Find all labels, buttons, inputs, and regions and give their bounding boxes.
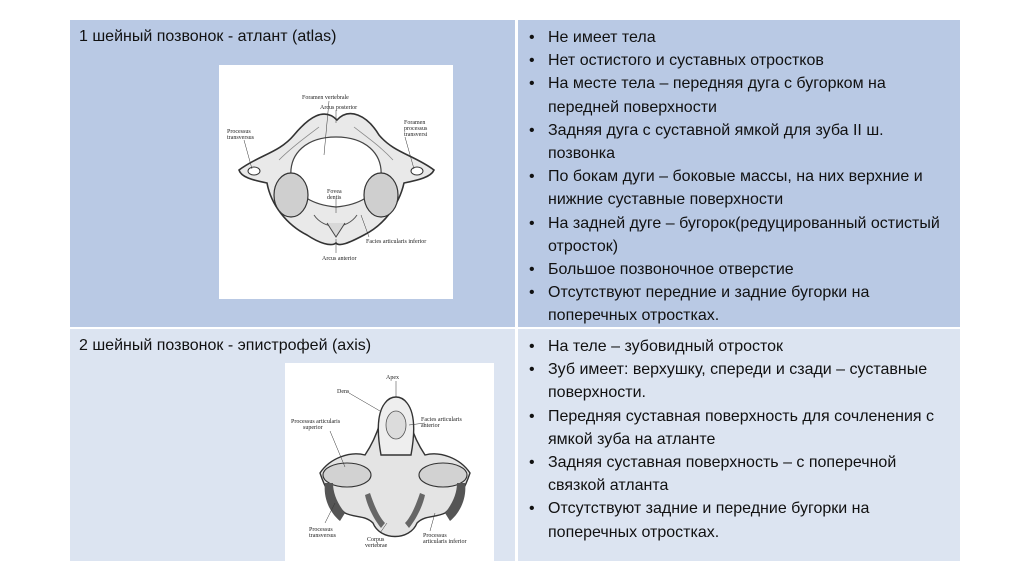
atlas-image-cell — [70, 20, 515, 327]
label-fovea-dentis-1: Fovea — [327, 189, 342, 195]
label-corpus-1: Corpus — [367, 537, 385, 543]
atlas-illustration — [219, 65, 453, 299]
list-item: • Отсутствуют задние и передние бугорки на поперечных отростках. — [526, 497, 954, 543]
label-apex: Apex — [386, 375, 399, 381]
label-foramen-processus-2: processus — [404, 126, 428, 132]
axis-features-cell — [518, 329, 960, 561]
atlas-features-cell — [518, 20, 960, 327]
label-facies-anterior-1: Facies articularis — [421, 417, 462, 423]
label-proc-art-sup-2: superior — [303, 425, 323, 431]
label-proc-transversus-1: Processus — [309, 527, 333, 533]
axis-feature-list — [526, 335, 954, 544]
list-item: • На задней дуге – бугорок(редуцированный остистый отросток) — [526, 212, 954, 258]
label-dens: Dens — [337, 389, 350, 395]
list-item: • Задняя суставная поверхность – с поперечной связкой атланта — [526, 451, 954, 497]
list-item: • На месте тела – передняя дуга с бугорком на передней поверхности — [526, 72, 954, 118]
list-item: • Не имеет тела — [526, 26, 954, 49]
label-arcus-posterior: Arcus posterior — [320, 105, 358, 111]
list-item: • Зуб имеет: верхушку, спереди и сзади – суставные поверхности. — [526, 358, 954, 404]
label-corpus-2: vertebrae — [365, 543, 388, 549]
label-foramen-vertebrale: Foramen vertebrale — [302, 95, 349, 101]
label-processus-transversus-1: Processus — [227, 129, 251, 135]
list-item: • По бокам дуги – боковые массы, на них верхние и нижние суставные поверхности — [526, 165, 954, 211]
atlas-feature-list — [526, 26, 954, 328]
axis-illustration — [285, 363, 494, 561]
label-proc-art-inf-2: articularis inferior — [423, 539, 467, 545]
atlas-drawing — [219, 65, 453, 299]
label-foramen-processus-1: Foramen — [404, 120, 426, 126]
label-arcus-anterior: Arcus anterior — [322, 256, 357, 262]
label-processus-transversus-2: transversus — [227, 135, 254, 141]
label-proc-art-inf-1: Processus — [423, 533, 447, 539]
label-proc-art-sup-1: Processus articularis — [291, 419, 341, 425]
list-item: • Отсутствуют передние и задние бугорки на поперечных отростках. — [526, 281, 954, 327]
list-item: • Задняя дуга с суставной ямкой для зуба II ш. позвонка — [526, 119, 954, 165]
list-item: • Передняя суставная поверхность для сочленения с ямкой зуба на атланте — [526, 405, 954, 451]
list-item: • На теле – зубовидный отросток — [526, 335, 954, 358]
label-foramen-processus-3: transversi — [404, 132, 428, 138]
label-proc-transversus-2: transversus — [309, 533, 336, 539]
label-facies-anterior-2: anterior — [421, 423, 440, 429]
axis-title: 2 шейный позвонок - эпистрофей (axis) — [79, 337, 372, 354]
axis-drawing — [285, 363, 494, 561]
label-fovea-dentis-2: dentis — [327, 195, 342, 201]
label-facies-articularis-inferior: Facies articularis inferior — [366, 239, 427, 245]
list-item: • Нет остистого и суставных отростков — [526, 49, 954, 72]
vertebrae-table — [70, 20, 960, 561]
atlas-title: 1 шейный позвонок - атлант (atlas) — [79, 28, 337, 45]
list-item: • Большое позвоночное отверстие — [526, 258, 954, 281]
axis-image-cell — [70, 329, 515, 561]
